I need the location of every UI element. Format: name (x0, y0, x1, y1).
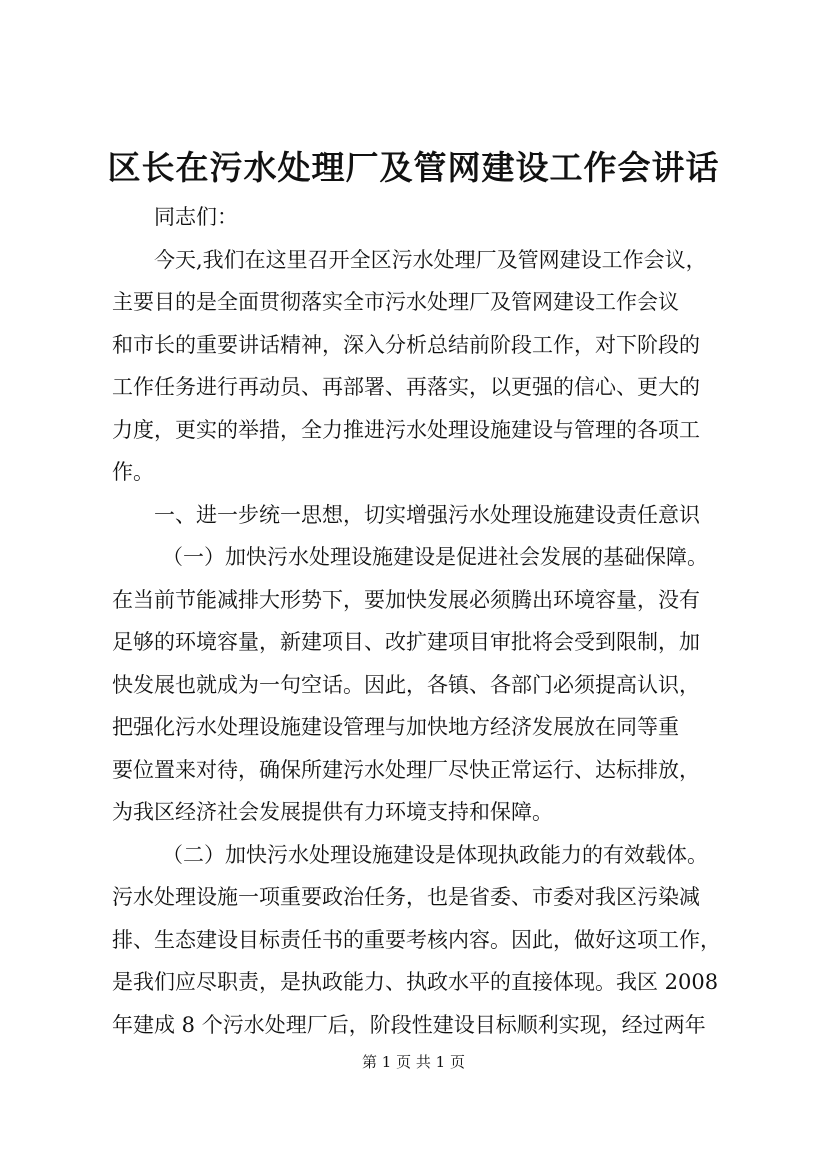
subsection-heading: （二）加快污水处理设施建设是体现执政能力的有效载体。 (162, 842, 708, 867)
paragraph-line: 为我区经济社会发展提供有力环境支持和保障。 (112, 800, 553, 824)
paragraph-line: 污水处理设施一项重要政治任务，也是省委、市委对我区污染减 (112, 885, 700, 909)
paragraph-line: 排、生态建设目标责任书的重要考核内容。因此，做好这项工作， (112, 927, 721, 952)
paragraph-line: 主要目的是全面贯彻落实全市污水处理厂及管网建设工作会议 (112, 290, 679, 314)
paragraph-line: 力度，更实的举措，全力推进污水处理设施建设与管理的各项工 (112, 417, 700, 442)
document-body (112, 196, 732, 1046)
subsection-heading: （一）加快污水处理设施建设是促进社会发展的基础保障。 (162, 545, 708, 569)
paragraph-line: 是我们应尽职责，是执政能力、执政水平的直接体现。我区 2008 (112, 970, 719, 994)
paragraph-line: 在当前节能减排大形势下，要加快发展必须腾出环境容量，没有 (112, 587, 700, 612)
paragraph-line: 作。 (112, 460, 154, 484)
paragraph-line: 今天,我们在这里召开全区污水处理厂及管网建设工作会议， (154, 247, 707, 272)
document-title: 区长在污水处理厂及管网建设工作会讲话 (107, 148, 720, 187)
paragraph-line: 要位置来对待，确保所建污水处理厂尽快正常运行、达标排放， (112, 757, 700, 782)
salutation: 同志们： (154, 205, 238, 229)
paragraph-line: 快发展也就成为一句空话。因此，各镇、各部门必须提高认识， (112, 672, 700, 697)
paragraph-line: 足够的环境容量，新建项目、改扩建项目审批将会受到限制，加 (112, 630, 700, 654)
section-heading: 一、进一步统一思想，切实增强污水处理设施建设责任意识 (154, 502, 700, 527)
paragraph-line: 和市长的重要讲话精神，深入分析总结前阶段工作，对下阶段的 (112, 332, 700, 357)
paragraph-line: 年建成 8 个污水处理厂后，阶段性建设目标顺利实现，经过两年 (112, 1012, 706, 1037)
paragraph-line: 工作任务进行再动员、再部署、再落实，以更强的信心、更大的 (112, 375, 700, 399)
paragraph-line: 把强化污水处理设施建设管理与加快地方经济发展放在同等重 (112, 715, 679, 739)
page-footer: 第 1 页 共 1 页 (362, 1053, 465, 1071)
